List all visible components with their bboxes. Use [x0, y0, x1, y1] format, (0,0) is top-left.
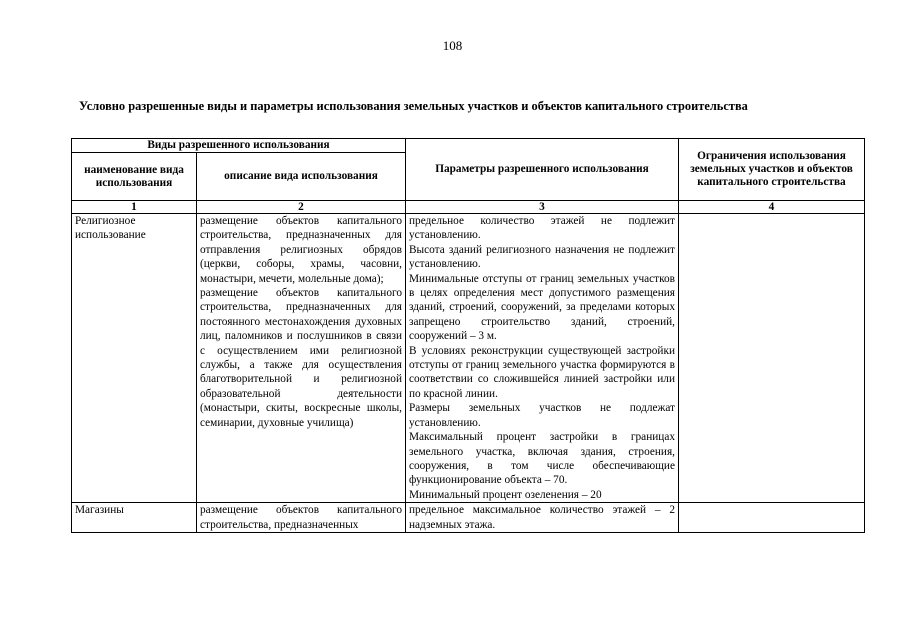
description-paragraph: размещение объектов капитального строительства, предназначенных для постоянного местонахождения духовных лиц, паломников и послушников в связи с осуществлением ими религиозной службы, а также для осуществления благотворительной и религиозной образовательной деятельности (монастыри, скиты, воскресные школы, семинарии, духовные училища) [200, 287, 402, 429]
use-description-cell [197, 214, 406, 503]
header-use-name: наименование вида использования [72, 153, 197, 201]
column-number: 1 [72, 201, 197, 214]
table-row [72, 214, 865, 503]
parameters-cell [406, 503, 679, 533]
section-heading: Условно разрешенные виды и параметры использования земельных участков и объектов капитального строительства [79, 99, 748, 113]
group-header-permitted-uses: Виды разрешенного использования [72, 139, 406, 153]
description-paragraph: размещение объектов капитального строительства, предназначенных [200, 504, 402, 531]
column-number: 2 [197, 201, 406, 214]
header-parameters: Параметры разрешенного использования [406, 139, 679, 201]
parameters-cell [406, 214, 679, 503]
use-name-cell: Магазины [72, 503, 197, 533]
parameter-paragraph: Высота зданий религиозного назначения не подлежит установлению. [409, 243, 675, 271]
use-description-cell [197, 503, 406, 533]
parameter-paragraph: Минимальные отступы от границ земельных участков в целях определения мест допустимого размещения зданий, строений, сооружений, за пределами которых запрещено строительство зданий, строений, сооружений – 3 м. [409, 272, 675, 343]
parameter-paragraph: Максимальный процент застройки в границах земельного участка, включая здания, строения, сооружения, в том числе обеспечивающие функционирование объекта – 70. [409, 431, 675, 487]
parameter-paragraph: предельное количество этажей не подлежит установлению. [409, 215, 675, 242]
header-use-description: описание вида использования [197, 153, 406, 201]
table-row [72, 503, 865, 533]
use-name-cell: Религиозное использование [72, 214, 197, 503]
parameter-paragraph: предельное максимальное количество этажей – 2 надземных этажа. [409, 504, 675, 531]
parameter-paragraph: Минимальный процент озеленения – 20 [409, 488, 602, 501]
header-restrictions: Ограничения использования земельных участков и объектов капитального строительства [679, 139, 865, 201]
restrictions-cell [679, 503, 865, 533]
page-number: 108 [442, 38, 463, 53]
regulations-table [71, 138, 865, 533]
column-number: 4 [679, 201, 865, 214]
parameter-paragraph: В условиях реконструкции существующей застройки отступы от границ земельного участка формируются в соответствии со сложившейся линией застройки или по красной линии. [409, 344, 675, 400]
restrictions-cell [679, 214, 865, 503]
column-number: 3 [406, 201, 679, 214]
parameter-paragraph: Размеры земельных участков не подлежат установлению. [409, 402, 675, 429]
description-paragraph: размещение объектов капитального строительства, предназначенных для отправления религиозных обрядов (церкви, соборы, храмы, часовни, монастыри, мечети, молельные дома); [200, 215, 402, 285]
